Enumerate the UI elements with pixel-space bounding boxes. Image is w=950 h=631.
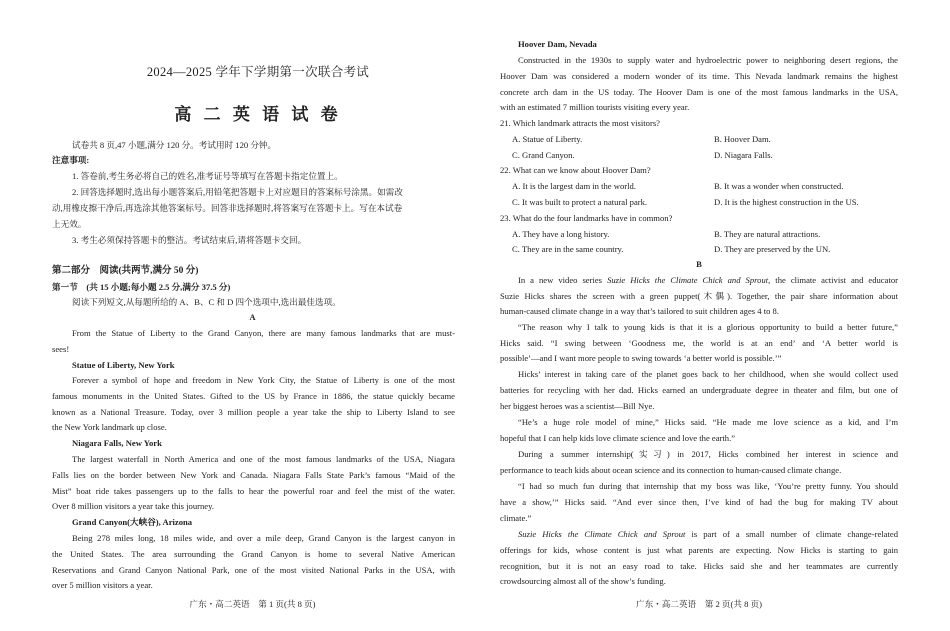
q21-option-c: C. Grand Canyon. bbox=[512, 150, 575, 160]
page-2-footer: 广东・高二英语 第 2 页(共 8 页) bbox=[635, 599, 763, 609]
hoover-line-2: Hoover Dam was considered a modern wonder of its time. This Nevada landmark remains the highest bbox=[500, 71, 898, 81]
b-p3-line-2: batteries for recycling with her dad. Hicks earned an undergraduate degree in theater and film, but one of bbox=[500, 385, 898, 395]
b-p7-line-2: offerings for kids, whose content is just what parents are expecting. Now Hicks is starting to gain bbox=[500, 545, 898, 555]
canyon-line-3: Reservations and Grand Canyon National Park, one of the most visited National Parks in the USA, with bbox=[52, 565, 455, 575]
b-p1-line-3: human-caused climate change in a way that’s tailored to suit children ages 4 to 8. bbox=[500, 306, 779, 316]
question-23: 23. What do the four landmarks have in common? bbox=[500, 213, 673, 223]
q23-option-c: C. They are in the same country. bbox=[512, 244, 624, 254]
intro-line-2: sees! bbox=[52, 344, 70, 354]
canyon-heading: Grand Canyon(大峡谷), Arizona bbox=[72, 517, 193, 527]
statue-line-2: famous monuments in the United States. Gifted to the US by France in 1886, the statue quickly became bbox=[52, 391, 455, 401]
subject-title: 高 二 英 语 试 卷 bbox=[174, 105, 342, 124]
show-title: Suzie Hicks the Climate Chick and Sprout bbox=[607, 275, 769, 285]
b-p2-line-2: Hicks said. “I swing between ‘Goodness me, the world is at an end’ and ‘A better world is bbox=[500, 338, 898, 348]
canyon-line-4: over 5 million visitors a year. bbox=[52, 580, 153, 590]
hoover-heading: Hoover Dam, Nevada bbox=[518, 39, 597, 49]
q22-option-d: D. It is the highest construction in the US. bbox=[714, 197, 859, 207]
b-p1-text-post: , the climate activist and educator bbox=[768, 275, 898, 285]
section-heading: 第一节 (共 15 小题;每小题 2.5 分,满分 37.5 分) bbox=[52, 282, 231, 292]
note-2-line-1: 2. 回答选择题时,选出每小题答案后,用铅笔把答题卡上对应题目的答案标号涂黑。如需改 bbox=[72, 187, 403, 197]
q21-option-d: D. Niagara Falls. bbox=[714, 150, 773, 160]
b-p6-line-3: climate.” bbox=[500, 513, 532, 523]
b-p1-line-1 bbox=[518, 273, 898, 289]
statue-line-1: Forever a symbol of hope and freedom in New York City, the Statue of Liberty is one of the most bbox=[72, 375, 455, 385]
passage-b-letter: B bbox=[696, 259, 702, 269]
q21-option-b: B. Hoover Dam. bbox=[714, 134, 771, 144]
question-22: 22. What can we know about Hoover Dam? bbox=[500, 165, 651, 175]
exam-title: 2024—2025 学年下学期第一次联合考试 bbox=[146, 65, 370, 79]
b-p5-line-1: During a summer internship(实习) in 2017, Hicks combined her interest in science and bbox=[518, 449, 898, 459]
hoover-line-4: with an estimated 7 million tourists visiting every year. bbox=[500, 102, 690, 112]
section-instruction: 阅读下列短文,从每题所给的 A、B、C 和 D 四个选项中,选出最佳选项。 bbox=[72, 297, 341, 307]
statue-line-3: known as a National Treasure. Today, over 3 million people a year take the ship to Liberty Island to see bbox=[52, 407, 455, 417]
note-2-line-3: 上无效。 bbox=[52, 219, 87, 229]
b-p1-text-pre: In a new video series bbox=[518, 275, 608, 285]
b-p7-line-3: recognition, but it is not an easy road to take. Hicks said she and her teammates are currently bbox=[500, 561, 898, 571]
canyon-line-2: the United States. The area surrounding the Grand Canyon is home to several Native American bbox=[52, 549, 455, 559]
b-p2-line-3: possible’—and I want more people to swing towards ‘a better world is possible.’” bbox=[500, 353, 782, 363]
q21-option-a: A. Statue of Liberty. bbox=[512, 134, 583, 144]
b-p4-line-2: hopeful that I can help kids love climate science and love the earth.” bbox=[500, 433, 736, 443]
b-p3-line-1: Hicks’ interest in taking care of the planet goes back to her childhood, when she would collect used bbox=[518, 369, 898, 379]
b-p5-line-2: performance to teach kids about ocean science and its connection to human-caused climate change. bbox=[500, 465, 842, 475]
q23-option-b: B. They are natural attractions. bbox=[714, 229, 821, 239]
b-p4-line-1: “He’s a huge role model of mine,” Hicks said. “He made me love science as a kid, and I’m bbox=[518, 417, 898, 427]
b-p6-line-2: have a show,’” Hicks said. “And ever since then, I’ve kind of had the bug for making TV about bbox=[500, 497, 898, 507]
hoover-line-1: Constructed in the 1930s to supply water and hydroelectric power to neighboring desert regions, the bbox=[518, 55, 898, 65]
niagara-line-1: The largest waterfall in North America and one of the most famous landmarks of the USA, Niagara bbox=[72, 454, 455, 464]
q23-option-a: A. They have a long history. bbox=[512, 229, 610, 239]
b-p3-line-3: her biggest heroes was a scientist—Bill Nye. bbox=[500, 401, 655, 411]
niagara-heading: Niagara Falls, New York bbox=[72, 438, 162, 448]
page-2 bbox=[500, 0, 898, 631]
notes-heading: 注意事项: bbox=[52, 155, 90, 165]
canyon-line-1: Being 278 miles long, 18 miles wide, and over a mile deep, Grand Canyon is the largest canyon in bbox=[72, 533, 455, 543]
niagara-line-4: Over 8 million visitors a year take this journey. bbox=[52, 501, 214, 511]
page-1 bbox=[50, 0, 455, 631]
b-p7-line-4: crowdsourcing almost all of the show’s funding. bbox=[500, 576, 666, 586]
q22-option-b: B. It was a wonder when constructed. bbox=[714, 181, 844, 191]
niagara-line-3: Mist” boat ride takes passengers up to the falls to hear the powerful roar and feel the mist of the water. bbox=[52, 486, 455, 496]
niagara-line-2: Falls lies on the border between New York and Canada. Niagara Falls State Park’s famous “Maid of the bbox=[52, 470, 455, 480]
exam-info: 试卷共 8 页,47 小题,满分 120 分。考试用时 120 分钟。 bbox=[72, 140, 277, 150]
b-p2-line-1: “The reason why I talk to young kids is that it is a glorious opportunity to build a better future,” bbox=[518, 322, 898, 332]
page-1-footer: 广东・高二英语 第 1 页(共 8 页) bbox=[189, 599, 316, 609]
question-21: 21. Which landmark attracts the most visitors? bbox=[500, 118, 660, 128]
passage-a-letter: A bbox=[249, 312, 256, 322]
q22-option-c: C. It was built to protect a natural park. bbox=[512, 197, 648, 207]
q22-option-a: A. It is the largest dam in the world. bbox=[512, 181, 636, 191]
note-3: 3. 考生必须保持答题卡的整洁。考试结束后,请将答题卡交回。 bbox=[72, 235, 307, 245]
statue-heading: Statue of Liberty, New York bbox=[72, 360, 175, 370]
b-p7-text-post: is part of a small number of climate change-related bbox=[685, 529, 898, 539]
hoover-line-3: concrete arch dam in the US today. The Hoover Dam is one of the most famous landmarks in the USA, bbox=[500, 87, 898, 97]
b-p1-line-2: Suzie Hicks shares the screen with a green puppet(木偶). Together, the pair share information about bbox=[500, 291, 898, 301]
statue-line-4: the New York landmark up close. bbox=[52, 422, 167, 432]
q23-option-d: D. They are preserved by the UN. bbox=[714, 244, 831, 254]
show-title-2: Suzie Hicks the Climate Chick and Sprout bbox=[518, 529, 686, 539]
note-1: 1. 答卷前,考生务必将自己的姓名,准考证号等填写在答题卡指定位置上。 bbox=[72, 171, 343, 181]
b-p7-line-1 bbox=[518, 527, 898, 543]
b-p6-line-1: “I had so much fun during that internship that my boss was like, ‘You’re pretty funny. You should bbox=[518, 481, 898, 491]
intro-line-1: From the Statue of Liberty to the Grand Canyon, there are many famous landmarks that are must- bbox=[72, 328, 455, 338]
part-heading: 第二部分 阅读(共两节,满分 50 分) bbox=[52, 266, 199, 276]
note-2-line-2: 动,用橡皮擦干净后,再选涂其他答案标号。回答非选择题时,将答案写在答题卡上。写在本试卷 bbox=[52, 203, 403, 213]
